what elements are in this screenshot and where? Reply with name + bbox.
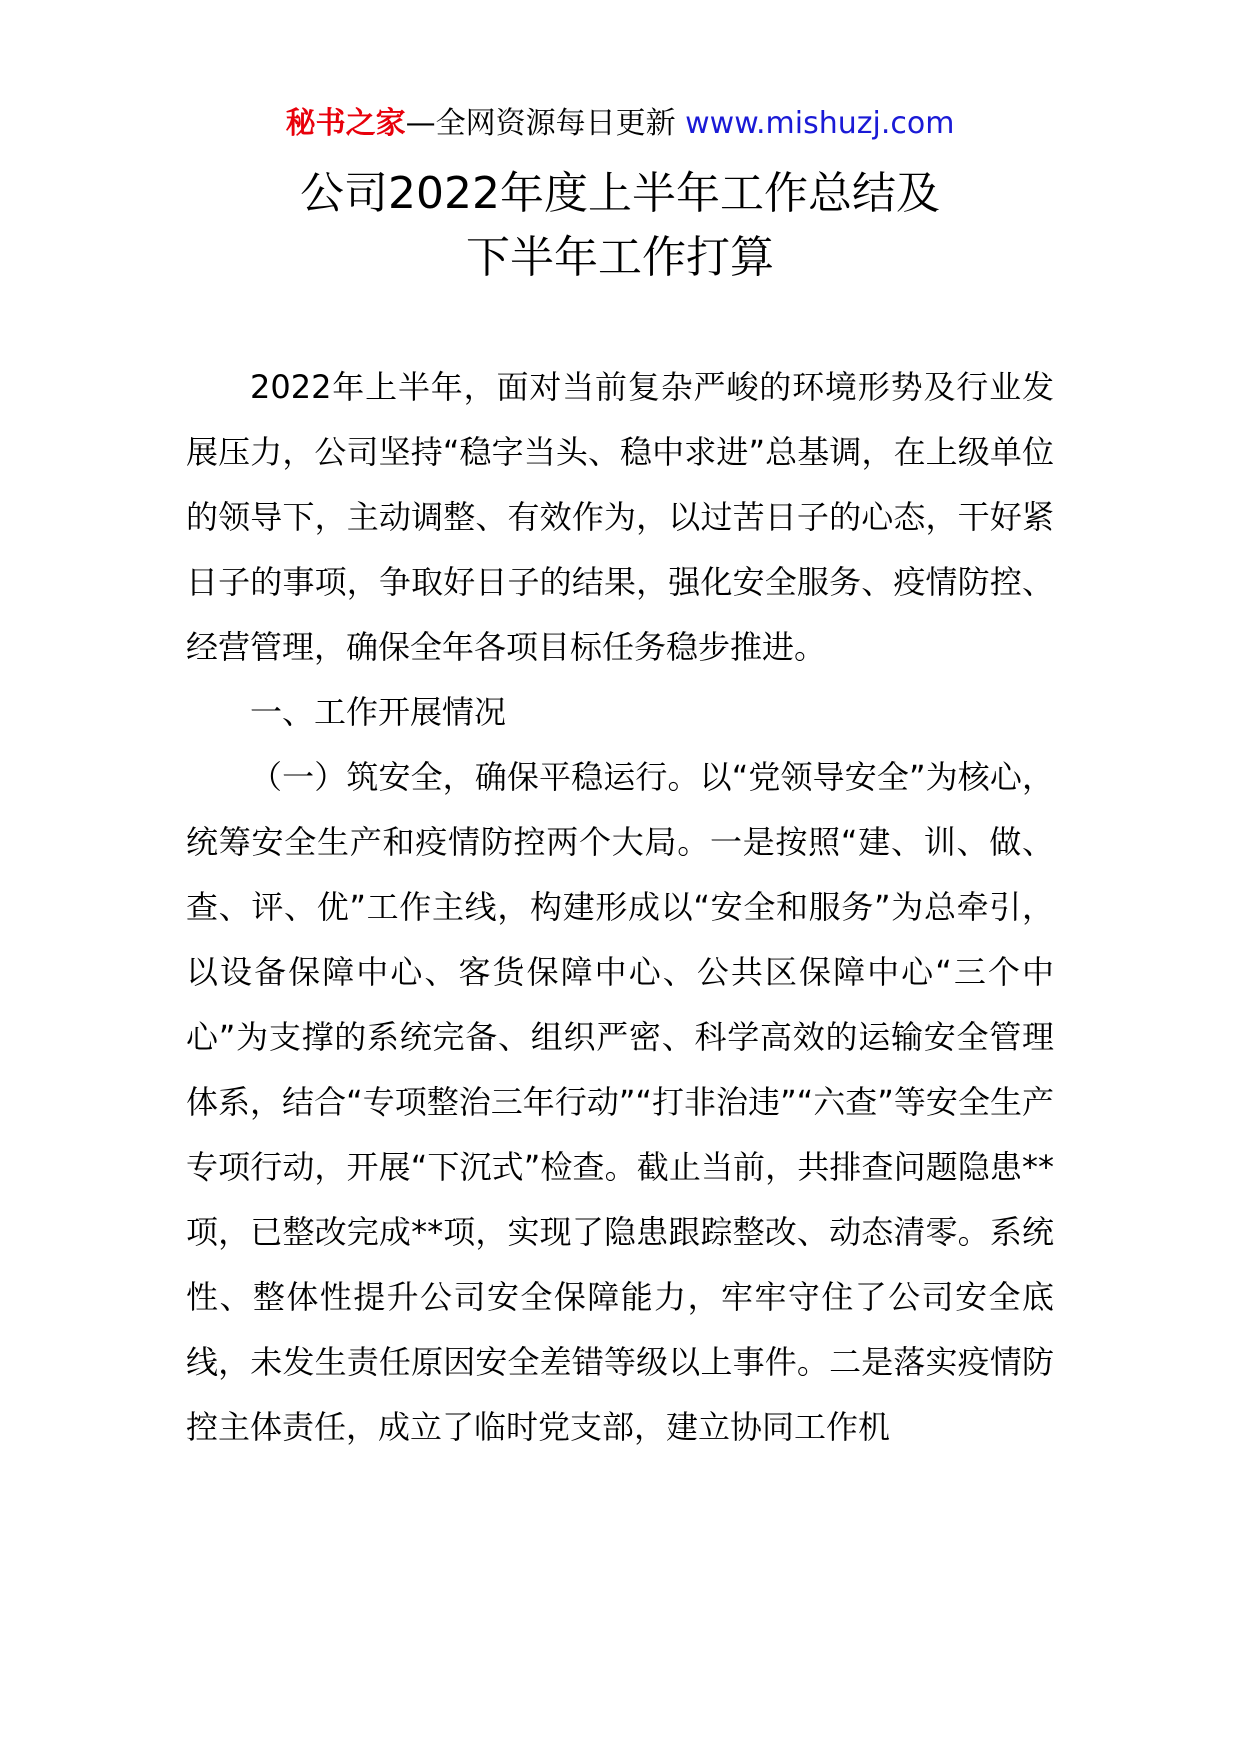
site-brand: 秘书之家 — [285, 106, 406, 141]
title-line-2: 下半年工作打算 — [466, 232, 774, 283]
paragraph-intro: 2022年上半年，面对当前复杂严峻的环境形势及行业发展压力，公司坚持“稳字当头、稳中求进”总基调，在上级单位的领导下，主动调整、有效作为，以过苦日子的心态，干好紧日子的事项，争取好日子的结果，强化安全服务、疫情防控、经营管理，确保全年各项目标任务稳步推进。 — [186, 368, 1054, 666]
document-body — [186, 355, 1054, 1460]
title-line-1: 公司2022年度上半年工作总结及 — [300, 168, 940, 219]
paragraph-safety: （一）筑安全，确保平稳运行。以“党领导安全”为核心，统筹安全生产和疫情防控两个大局。一是按照“建、训、做、查、评、优”工作主线，构建形成以“安全和服务”为总牵引，以设备保障中心、客货保障中心、公共区保障中心“三个中心”为支撑的系统完备、组织严密、科学高效的运输安全管理体系，结合“专项整治三年行动”“打非治违”“六查”等安全生产专项行动，开展“下沉式”检查。截止当前，共排查问题隐患**项，已整改完成**项，实现了隐患跟踪整改、动态清零。系统性、整体性提升公司安全保障能力，牢牢守住了公司安全底线，未发生责任原因安全差错等级以上事件。二是落实疫情防控主体责任，成立了临时党支部，建立协同工作机 — [186, 758, 1054, 1446]
section-heading: 一、工作开展情况 — [250, 693, 507, 731]
site-url-link[interactable]: www.mishuzj.com — [685, 106, 955, 141]
document-title — [0, 162, 1240, 290]
site-tagline: —全网资源每日更新 — [405, 106, 676, 141]
site-header — [0, 100, 1240, 148]
